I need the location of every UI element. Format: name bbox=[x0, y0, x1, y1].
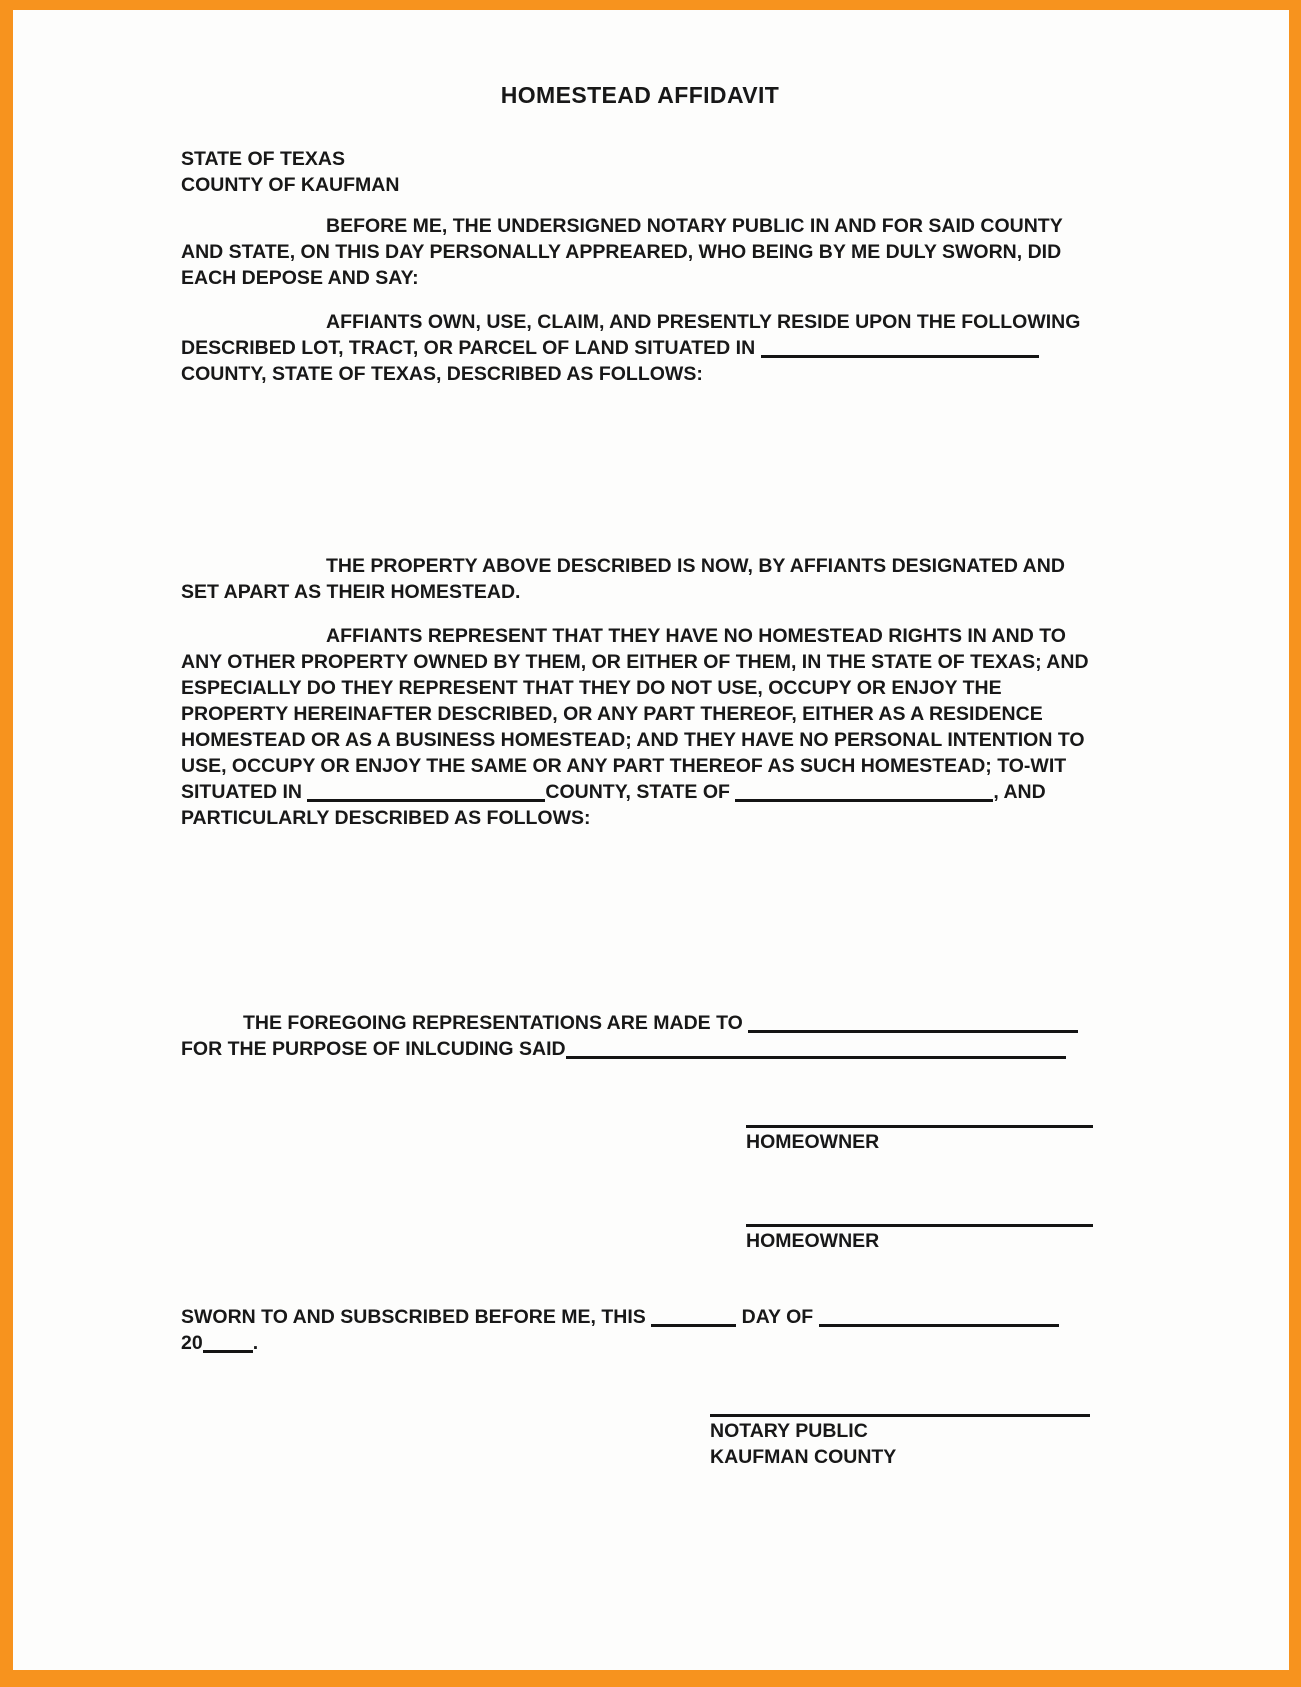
blank-year bbox=[203, 1332, 253, 1353]
paragraph-line: THE FOREGOING REPRESENTATIONS ARE MADE TO bbox=[243, 1012, 749, 1034]
paragraph-line: DAY OF bbox=[736, 1306, 819, 1328]
paragraph-line: USE, OCCUPY OR ENJOY THE SAME OR ANY PART THEREOF AS SUCH HOMESTEAD; TO-WIT bbox=[181, 755, 1067, 777]
homeowner-label-2: HOMEOWNER bbox=[746, 1230, 880, 1252]
paragraph-line: SITUATED IN bbox=[181, 781, 308, 803]
paragraph-foregoing bbox=[181, 1010, 1141, 1062]
paragraph-property-owned bbox=[181, 309, 1141, 387]
paragraph-line: FOR THE PURPOSE OF INLCUDING SAID bbox=[181, 1038, 566, 1060]
paragraph-line: EACH DEPOSE AND SAY: bbox=[181, 267, 419, 289]
venue-block bbox=[181, 146, 1141, 198]
blank-situated-county bbox=[307, 781, 545, 802]
paragraph-designation bbox=[181, 553, 1141, 605]
blank-month bbox=[819, 1306, 1059, 1327]
blank-county-of-homestead bbox=[761, 337, 1039, 358]
notary-county-label: KAUFMAN COUNTY bbox=[710, 1446, 897, 1468]
venue-state: STATE OF TEXAS bbox=[181, 148, 345, 170]
paragraph-line: HOMESTEAD OR AS A BUSINESS HOMESTEAD; AND THEY HAVE NO PERSONAL INTENTION TO bbox=[181, 729, 1085, 751]
page-title: HOMESTEAD AFFIDAVIT bbox=[500, 82, 780, 108]
homeowner-label-1: HOMEOWNER bbox=[746, 1131, 880, 1153]
paragraph-line: AFFIANTS OWN, USE, CLAIM, AND PRESENTLY RESIDE UPON THE FOLLOWING bbox=[326, 311, 1081, 333]
blank-day-number bbox=[651, 1306, 736, 1327]
venue-county: COUNTY OF KAUFMAN bbox=[181, 174, 400, 196]
paragraph-line: PROPERTY HEREINAFTER DESCRIBED, OR ANY PART THEREOF, EITHER AS A RESIDENCE bbox=[181, 703, 1043, 725]
paragraph-line: PARTICULARLY DESCRIBED AS FOLLOWS: bbox=[181, 807, 591, 829]
paragraph-line: AND STATE, ON THIS DAY PERSONALLY APPREARED, WHO BEING BY ME DULY SWORN, DID bbox=[181, 241, 1062, 263]
paragraph-sworn bbox=[181, 1304, 1141, 1356]
paragraph-line: COUNTY, STATE OF bbox=[545, 781, 736, 803]
paragraph-representations bbox=[181, 623, 1141, 831]
paragraph-line: SWORN TO AND SUBSCRIBED BEFORE ME, THIS bbox=[181, 1306, 652, 1328]
paragraph-notary-intro bbox=[181, 213, 1141, 291]
homeowner-signature-block-2 bbox=[746, 1224, 1093, 1254]
paragraph-line: BEFORE ME, THE UNDERSIGNED NOTARY PUBLIC IN AND FOR SAID COUNTY bbox=[326, 215, 1063, 237]
paragraph-line: . bbox=[252, 1332, 259, 1354]
notary-public-label: NOTARY PUBLIC bbox=[710, 1420, 868, 1442]
paragraph-line: 20 bbox=[181, 1332, 203, 1354]
paragraph-line: ANY OTHER PROPERTY OWNED BY THEM, OR EITHER OF THEM, IN THE STATE OF TEXAS; AND bbox=[181, 651, 1089, 673]
paragraph-line: ESPECIALLY DO THEY REPRESENT THAT THEY DO NOT USE, OCCUPY OR ENJOY THE bbox=[181, 677, 1002, 699]
paragraph-line: AFFIANTS REPRESENT THAT THEY HAVE NO HOMESTEAD RIGHTS IN AND TO bbox=[326, 625, 1066, 647]
paragraph-line: SET APART AS THEIR HOMESTEAD. bbox=[181, 581, 521, 603]
blank-situated-state bbox=[735, 781, 993, 802]
paragraph-line: DESCRIBED LOT, TRACT, OR PARCEL OF LAND SITUATED IN bbox=[181, 337, 761, 359]
paragraph-line: THE PROPERTY ABOVE DESCRIBED IS NOW, BY AFFIANTS DESIGNATED AND bbox=[326, 555, 1065, 577]
notary-signature-block bbox=[710, 1414, 1090, 1470]
blank-made-to bbox=[748, 1012, 1078, 1033]
blank-including-said bbox=[566, 1038, 1066, 1059]
paragraph-line: , AND bbox=[993, 781, 1046, 803]
homeowner-signature-block-1 bbox=[746, 1125, 1093, 1155]
paragraph-line: COUNTY, STATE OF TEXAS, DESCRIBED AS FOLLOWS: bbox=[181, 363, 703, 385]
